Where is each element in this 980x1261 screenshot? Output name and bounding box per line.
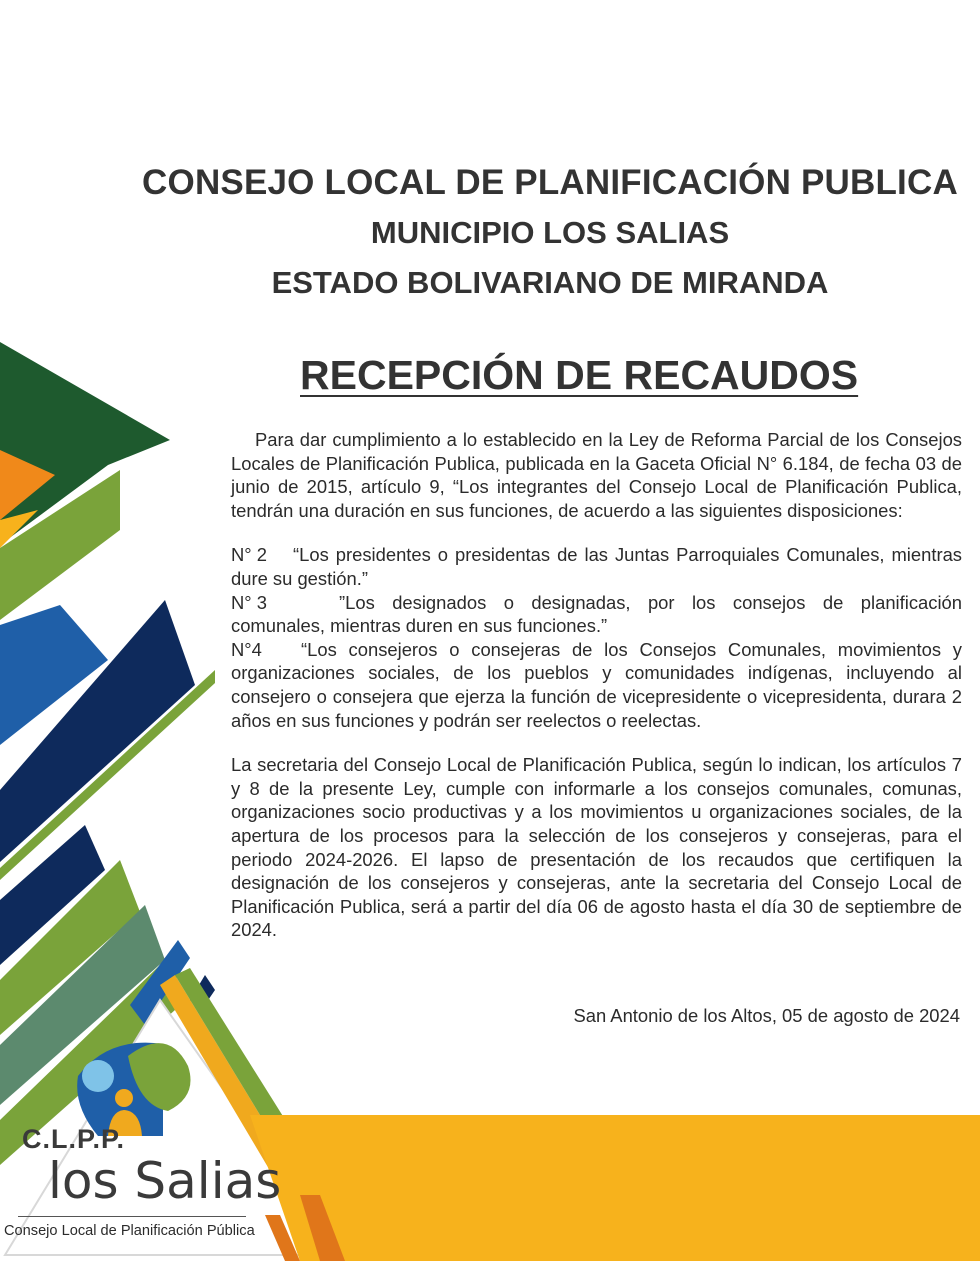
intro-paragraph: Para dar cumplimiento a lo establecido en la Ley de Reforma Parcial de los Consejos Locales de Planificación Publica, publicada en la Gaceta Oficial N° 6.184, de fecha 03 de junio de 2015, artículo 9, “Los integrantes del Consejo Local de Planificación Publica, tendrán una duración en sus funciones, de acuerdo a las siguientes disposiciones: xyxy=(231,429,962,521)
document-title: RECEPCIÓN DE RECAUDOS xyxy=(300,352,859,398)
logo-acronym: C.L.P.P. xyxy=(22,1124,126,1154)
item-number: N° 3 xyxy=(231,591,267,613)
header-line-3: ESTADO BOLIVARIANO DE MIRANDA xyxy=(271,265,829,300)
logo-name: los Salias xyxy=(48,1152,282,1210)
closing-paragraph: La secretaria del Consejo Local de Planificación Publica, según lo indican, los artículos 7 y 8 de la presente Ley, cumple con informarle a los consejos comunales, comunas, organizaciones socio productivas y a los movimientos u organizaciones sociales, de la apertura de los procesos para la selección de los consejeros y consejeras, para el periodo 2024-2026. El lapso de presentación de los recaudos que certifiquen la designación de los consejeros y consejeras, ante la secretaria del Consejo Local de Planificación Publica, será a partir del día 06 de agosto hasta el día 30 de septiembre de 2024. xyxy=(231,754,962,941)
item-number: N° 2 xyxy=(231,544,267,566)
list-item xyxy=(231,543,962,590)
header-line-1: CONSEJO LOCAL DE PLANIFICACIÓN PUBLICA xyxy=(142,163,958,202)
logo-divider xyxy=(18,1216,246,1217)
logo-emblem xyxy=(68,1036,218,1136)
list-item xyxy=(231,638,962,732)
document-body xyxy=(231,428,962,942)
item-text: “Los consejeros o consejeras de los Consejos Comunales, movimientos y organizaciones sociales, de los pueblos y comunidades indígenas, incluyendo al consejero o consejera que ejerza la función de vicepresidente o vicepresidenta, durara 2 años en sus funciones y podrán ser reelectos o reelectas. xyxy=(231,638,962,731)
item-text: ”Los designados o designadas, por los consejos de planificación comunales, mientras duren en sus funciones.” xyxy=(231,591,962,637)
clpp-logo xyxy=(4,1036,282,1256)
list-item xyxy=(231,591,962,638)
date-line: San Antonio de los Altos, 05 de agosto de 2024 xyxy=(573,1005,960,1026)
header-line-2: MUNICIPIO LOS SALIAS xyxy=(370,215,730,250)
document-header xyxy=(120,158,980,308)
item-text: “Los presidentes o presidentas de las Juntas Parroquiales Comunales, mientras dure su gestión.” xyxy=(231,544,962,589)
logo-subtitle: Consejo Local de Planificación Pública xyxy=(4,1223,255,1239)
item-number: N°4 xyxy=(231,638,262,660)
